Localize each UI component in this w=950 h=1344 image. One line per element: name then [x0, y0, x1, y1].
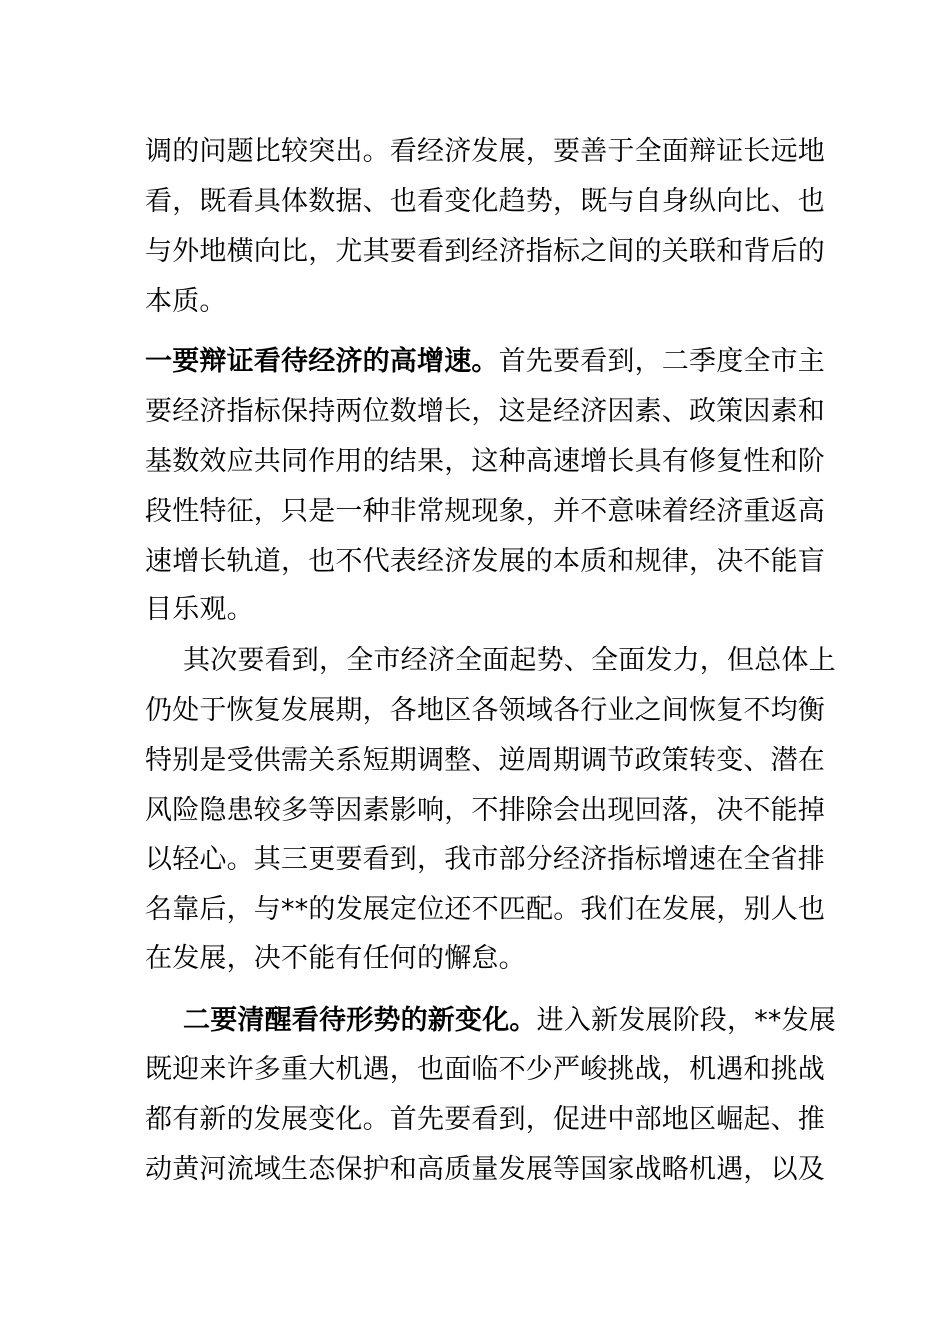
paragraph-2-line-5: 速增长轨道，也不代表经济发展的本质和规律，决不能盲 — [145, 546, 825, 577]
paragraph-1-line-3: 与外地横向比，尤其要看到经济指标之间的关联和背后的 — [145, 236, 825, 267]
paragraph-2-line-2: 要经济指标保持两位数增长，这是经济因素、政策因素和 — [145, 396, 825, 427]
paragraph-4-line-1-rest: 进入新发展阶段，**发展 — [536, 1005, 837, 1036]
paragraph-3-line-7: 在发展，决不能有任何的懈怠。 — [145, 943, 526, 974]
paragraph-2-line-6: 目乐观。 — [145, 594, 254, 625]
paragraph-4-line-3: 都有新的发展变化。首先要看到，促进中部地区崛起、推 — [145, 1104, 825, 1135]
paragraph-3-line-4: 风险隐患较多等因素影响，不排除会出现回落，决不能掉 — [145, 795, 825, 826]
paragraph-4-line-2: 既迎来许多重大机遇，也面临不少严峻挑战，机遇和挑战 — [145, 1054, 825, 1085]
paragraph-4-heading: 二要清醒看待形势的新变化。 — [183, 1005, 537, 1036]
paragraph-3-line-5: 以轻心。其三更要看到，我市部分经济指标增速在全省排 — [145, 844, 825, 875]
paragraph-4-line-1 — [183, 996, 836, 1046]
paragraph-2-line-4: 段性特征，只是一种非常规现象，并不意味着经济重返高 — [145, 496, 825, 527]
paragraph-1-line-2: 看，既看具体数据、也看变化趋势，既与自身纵向比、也 — [145, 186, 825, 217]
paragraph-3-line-6: 名靠后，与**的发展定位还不匹配。我们在发展，别人也 — [145, 894, 826, 925]
paragraph-2-heading: 一要辩证看待经济的高增速。 — [145, 346, 499, 377]
paragraph-1-line-4: 本质。 — [145, 286, 227, 317]
paragraph-3-line-3: 特别是受供需关系短期调整、逆周期调节政策转变、潜在 — [145, 745, 825, 776]
paragraph-3-line-2: 仍处于恢复发展期，各地区各领域各行业之间恢复不均衡 — [145, 695, 825, 726]
paragraph-1-line-1: 调的问题比较突出。看经济发展，要善于全面辩证长远地 — [145, 136, 825, 167]
paragraph-2-line-3: 基数效应共同作用的结果，这种高速增长具有修复性和阶 — [145, 446, 825, 477]
paragraph-2-line-1 — [145, 337, 825, 387]
paragraph-3-line-1: 其次要看到，全市经济全面起势、全面发力，但总体上 — [183, 645, 836, 676]
paragraph-4-line-4: 动黄河流域生态保护和高质量发展等国家战略机遇，以及 — [145, 1154, 825, 1185]
paragraph-2-line-1-rest: 首先要看到，二季度全市主 — [498, 346, 826, 377]
